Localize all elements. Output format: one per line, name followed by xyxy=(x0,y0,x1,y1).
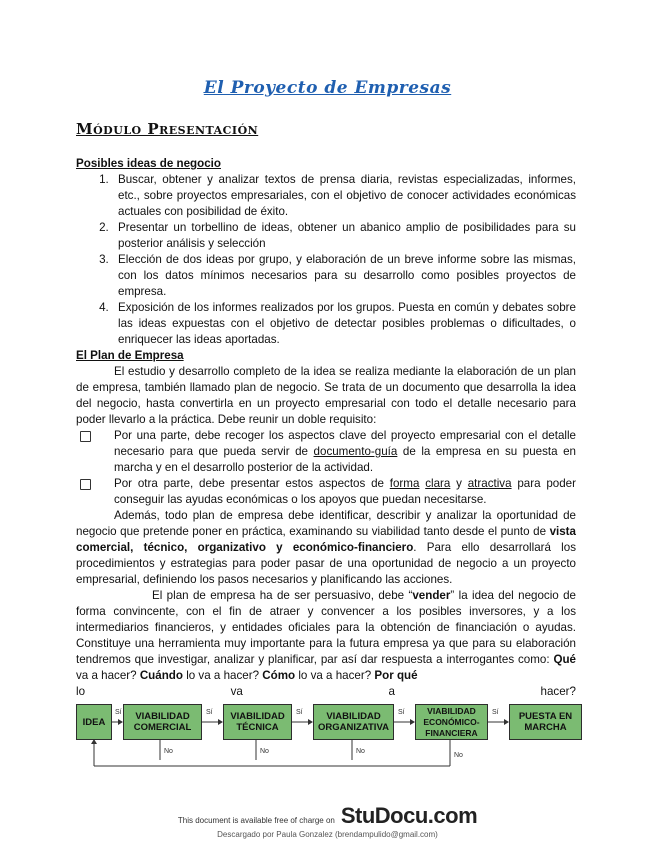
viability-flow-diagram xyxy=(76,700,586,772)
no-label: No xyxy=(260,748,269,755)
list-item: 1. Buscar, obtener y analizar textos de prensa diaria, revistas especializadas, informes, etc., sobre proyectos empresariales, con el objetivo de conocer actividades económicas actuales con posibilidad de éxito. xyxy=(112,172,576,220)
bold-text: vender xyxy=(412,589,451,602)
underlined-text: forma xyxy=(389,477,420,490)
plan-heading: El Plan de Empresa xyxy=(76,349,184,362)
word: lo xyxy=(76,685,86,698)
list-item: 4. Exposición de los informes realizados por los grupos. Puesta en común y debates sobre las ideas expuestas con el objetivo de detectar posibles problemas o dificultades, o enriquecer las ideas aportadas. xyxy=(112,300,576,348)
list-item xyxy=(76,476,576,508)
paragraph-text: El plan de empresa ha de ser persuasivo, debe “ xyxy=(152,589,413,602)
ideas-list xyxy=(76,172,576,348)
plan-paragraph-3 xyxy=(76,588,576,684)
paragraph-text: Además, todo plan de empresa debe identificar, describir y analizar la oportunidad de negocio que pretende poner en práctica, examinando su viabilidad tanto desde el punto de xyxy=(76,509,576,538)
bold-text: vista comercial, técnico, organizativo y económico-financiero xyxy=(76,525,576,554)
module-heading: Módulo Presentación xyxy=(76,120,259,138)
requirements-list xyxy=(76,428,576,508)
flow-box-idea: IDEA xyxy=(76,704,112,740)
justified-last-line xyxy=(76,684,576,700)
word: va xyxy=(230,685,243,698)
yes-label: Sí xyxy=(206,709,213,716)
flow-box-technical: VIABILIDAD TÉCNICA xyxy=(223,704,292,740)
underlined-text: clara xyxy=(425,477,451,490)
flow-box-commercial: VIABILIDAD COMERCIAL xyxy=(123,704,202,740)
yes-label: Sí xyxy=(398,709,405,716)
bullet-text: y xyxy=(450,477,468,490)
underlined-text: documento-guía xyxy=(313,445,398,458)
plan-paragraph-1: El estudio y desarrollo completo de la idea se realiza mediante la elaboración de un plan de empresa, también llamado plan de negocio. Se trata de un documento que desarrolla la idea del negocio, hasta convertirla en un proyecto empresarial con todo el detalle necesario para poder llevarlo a la práctica. Debe reunir un doble requisito: xyxy=(76,365,576,426)
bullet-text: Por una parte, debe recoger los aspectos clave del proyecto empresarial con el detalle necesario para que pueda servir de xyxy=(114,429,576,458)
checkbox-bullet-icon xyxy=(80,431,91,442)
flow-box-organizational: VIABILIDAD ORGANIZATIVA xyxy=(313,704,394,740)
studocu-footer xyxy=(0,803,655,829)
bullet-text: para poder conseguir las ayudas económicas o los apoyos que puedan necesitarse. xyxy=(114,477,576,506)
no-label: No xyxy=(356,748,365,755)
paragraph-text: lo va a hacer? xyxy=(182,669,263,682)
document-body xyxy=(76,156,576,700)
plan-paragraph-2 xyxy=(76,508,576,588)
paragraph-text: va a hacer? xyxy=(76,669,140,682)
bold-text: Cuándo xyxy=(139,669,183,682)
yes-label: Sí xyxy=(296,709,303,716)
no-label: No xyxy=(164,748,173,755)
studocu-logo[interactable]: StuDocu.com xyxy=(340,803,478,828)
bold-text: Por qué xyxy=(374,669,418,682)
paragraph-text: ” la idea del negocio de forma convincente, con el fin de atraer y convencer a los posibles inversores, y a los intermediarios financieros, y entidades oficiales para la obtención de financiación o ayudas. Constituye una herramienta muy importante para la futura empresa ya que para su elaboración tendremos que investigar, analizar y planificar, par así dar respuesta a interrogantes como: xyxy=(76,589,576,666)
ideas-heading: Posibles ideas de negocio xyxy=(76,157,221,170)
download-note: Descargado por Paula Gonzalez (brendampulido@gmail.com) xyxy=(217,830,438,839)
flow-box-financial: VIABILIDAD ECONÓMICO-FINANCIERA xyxy=(415,704,488,740)
list-item: 3. Elección de dos ideas por grupo, y elaboración de un breve informe sobre las mismas, con los datos mínimos necesarios para su desarrollo como posibles proyectos de empresa. xyxy=(112,252,576,300)
flow-box-launch: PUESTA EN MARCHA xyxy=(509,704,582,740)
yes-label: Sí xyxy=(115,709,122,716)
yes-label: Sí xyxy=(492,709,499,716)
paragraph-text: lo va a hacer? xyxy=(295,669,375,682)
document-title: El Proyecto de Empresas xyxy=(203,78,452,98)
no-label: No xyxy=(454,752,463,759)
word: hacer? xyxy=(540,685,576,698)
word: a xyxy=(388,685,395,698)
checkbox-bullet-icon xyxy=(80,479,91,490)
paragraph-text: . Para ello desarrollará los procedimientos y estrategias para poder pasar de una oportunidad de negocio a un proyecto empresarial, definiendo los pasos necesarios y planificando las acciones. xyxy=(76,541,576,586)
bold-text: Cómo xyxy=(262,669,296,682)
list-item xyxy=(76,428,576,476)
underlined-text: atractiva xyxy=(467,477,512,490)
list-item: 2. Presentar un torbellino de ideas, obtener un abanico amplio de posibilidades para su posterior análisis y selección xyxy=(112,220,576,252)
bold-text: Qué xyxy=(553,653,576,666)
bullet-text: de la empresa en su puesta en marcha y en el desarrollo posterior de la actividad. xyxy=(114,445,577,474)
availability-note: This document is available free of charge on xyxy=(177,816,335,825)
bullet-text: Por otra parte, debe presentar estos aspectos de xyxy=(114,477,390,490)
